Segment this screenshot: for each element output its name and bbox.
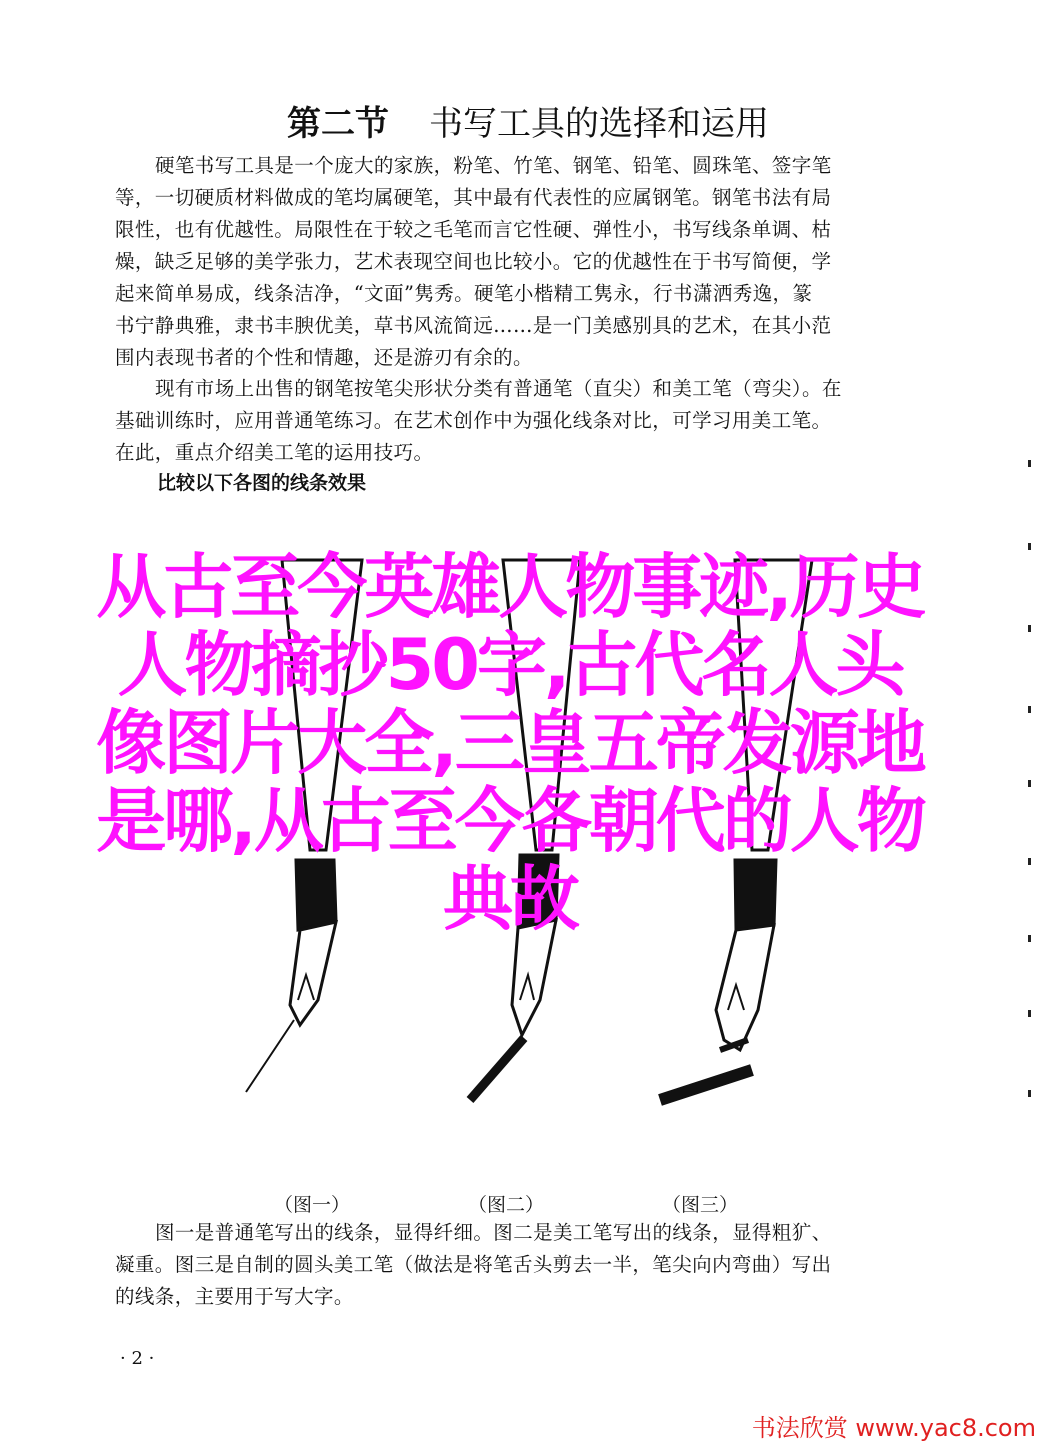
section-title: 书写工具的选择和运用 [429, 104, 769, 144]
figure-caption-2: （图二） [468, 1194, 545, 1216]
overlay-line: 从古至今英雄人物事迹,历史 [96, 546, 924, 628]
text-line: 基础训练时，应用普通笔练习。在艺术创作中为强化线条对比，可学习用美工笔。 [115, 409, 832, 432]
overlay-title [40, 548, 980, 938]
overlay-line: 典故 [443, 858, 577, 940]
overlay-line: 像图片大全,三皇五帝发源地 [96, 702, 924, 784]
text-line: 在此，重点介绍美工笔的运用技巧。 [115, 441, 434, 464]
subheading: 比较以下各图的线条效果 [157, 472, 367, 494]
text-line: 书宁静典雅，隶书丰腴优美，草书风流简远……是一门美感别具的艺术，在其小范 [115, 314, 832, 337]
figure-caption-3: （图三） [662, 1194, 739, 1216]
overlay-line: 是哪,从古至今各朝代的人物 [96, 780, 924, 862]
text-line: 硬笔书写工具是一个庞大的家族，粉笔、竹笔、钢笔、铅笔、圆珠笔、签字笔 [155, 154, 832, 177]
text-line: 的线条，主要用于写大字。 [115, 1285, 354, 1308]
text-line: 凝重。图三是自制的圆头美工笔（做法是将笔舌头剪去一半，笔尖向内弯曲）写出 [115, 1253, 832, 1276]
figure-caption-1: （图一） [274, 1194, 351, 1216]
site-watermark[interactable]: 书法欣赏 www.yac8.com [751, 1414, 1036, 1442]
text-line: 现有市场上出售的钢笔按笔尖形状分类有普通笔（直尖）和美工笔（弯尖）。在 [155, 377, 842, 400]
text-line: 图一是普通笔写出的线条，显得纤细。图二是美工笔写出的线条，显得粗犷、 [155, 1221, 832, 1244]
text-line: 燥，缺乏足够的美学张力，艺术表现空间也比较小。它的优越性在于书写简便，学 [115, 250, 832, 273]
section-number: 第二节 [287, 104, 389, 144]
text-line: 起来简单易成，线条洁净，“文面”隽秀。硬笔小楷精工隽永，行书潇洒秀逸，篆 [115, 282, 813, 305]
text-line: 限性，也有优越性。局限性在于较之毛笔而言它性硬、弹性小，书写线条单调、枯 [115, 218, 832, 241]
page-number: · 2 · [120, 1348, 155, 1369]
text-line: 等，一切硬质材料做成的笔均属硬笔，其中最有代表性的应属钢笔。钢笔书法有局 [115, 186, 832, 209]
overlay-line: 人物摘抄50字,古代名人头 [117, 624, 903, 706]
text-line: 围内表现书者的个性和情趣，还是游刃有余的。 [115, 346, 533, 369]
